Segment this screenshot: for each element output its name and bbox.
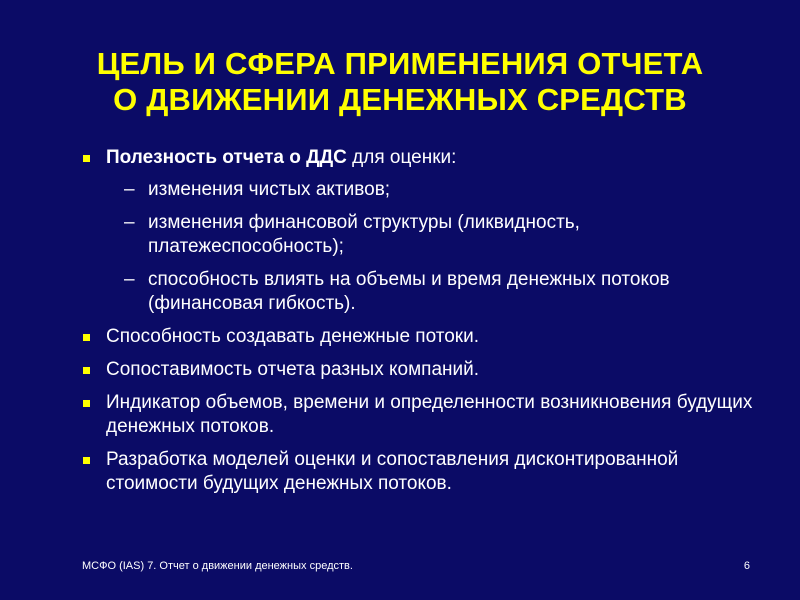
- bullet-item: [82, 391, 762, 439]
- slide-title-line-1: ЦЕЛЬ И СФЕРА ПРИМЕНЕНИЯ ОТЧЕТА: [96, 46, 704, 81]
- sub-bullet-text: изменения финансовой структуры (ликвидность, платежеспособность);: [148, 212, 580, 257]
- bullet-text: Индикатор объемов, времени и определенности возникновения будущих денежных потоков.: [106, 392, 753, 437]
- slide-title: [30, 46, 770, 118]
- square-bullet-icon: [83, 367, 90, 374]
- sub-bullet-item: [106, 211, 762, 259]
- bullet-item: [82, 146, 762, 316]
- sub-bullet-item: [106, 268, 762, 316]
- bullet-text: Способность создавать денежные потоки.: [106, 326, 480, 347]
- sub-bullet-text: способность влиять на объемы и время денежных потоков (финансовая гибкость).: [148, 269, 670, 314]
- sub-bullet-text: изменения чистых активов;: [148, 179, 391, 200]
- bullet-item: [82, 358, 762, 382]
- square-bullet-icon: [83, 400, 90, 407]
- square-bullet-icon: [83, 457, 90, 464]
- bullet-text: Разработка моделей оценки и сопоставления дисконтированной стоимости будущих денежных потоков.: [106, 449, 679, 494]
- square-bullet-icon: [83, 155, 90, 162]
- page-number: 6: [743, 560, 750, 572]
- dash-bullet-icon: –: [124, 212, 135, 233]
- dash-bullet-icon: –: [124, 269, 135, 290]
- bullet-item: [82, 448, 762, 496]
- square-bullet-icon: [83, 334, 90, 341]
- bullet-text: Сопоставимость отчета разных компаний.: [106, 359, 480, 380]
- dash-bullet-icon: –: [124, 179, 135, 200]
- sub-bullet-item: [106, 178, 762, 202]
- sub-bullet-list: [106, 178, 762, 316]
- bullet-text: для оценки:: [346, 147, 457, 168]
- bullet-bold-text: Полезность отчета о ДДС: [106, 147, 347, 168]
- bullet-list: [82, 146, 762, 505]
- slide-title-line-2: О ДВИЖЕНИИ ДЕНЕЖНЫХ СРЕДСТВ: [113, 82, 687, 117]
- footer-source: МСФО (IAS) 7. Отчет о движении денежных средств.: [82, 560, 353, 572]
- bullet-item: [82, 325, 762, 349]
